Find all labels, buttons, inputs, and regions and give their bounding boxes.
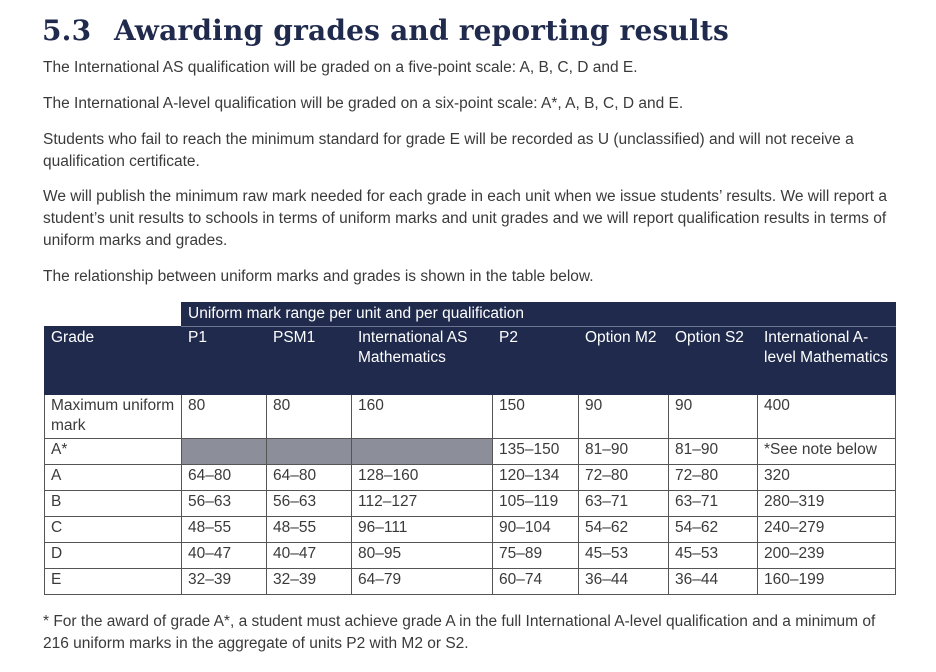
- table-cell: 160–199: [758, 569, 896, 595]
- table-cell: 40–47: [267, 543, 352, 569]
- table-span-header: Uniform mark range per unit and per qualification: [182, 303, 896, 327]
- table-cell: 36–44: [669, 569, 758, 595]
- paragraph-alevel-scale: The International A-level qualification will be graded on a six-point scale: A*, A, B, C, D and E.: [43, 95, 684, 112]
- col-header-psm1: PSM1: [267, 327, 352, 395]
- table-row-maximum: [45, 395, 896, 439]
- col-header-intl-alevel-maths: International A-level Mathematics: [758, 327, 896, 395]
- table-cell: B: [45, 491, 182, 517]
- table-cell: 90: [579, 395, 669, 439]
- paragraph-table-intro: The relationship between uniform marks and grades is shown in the table below.: [43, 268, 594, 285]
- col-header-option-m2: Option M2: [579, 327, 669, 395]
- paragraph-unclassified: Students who fail to reach the minimum standard for grade E will be recorded as U (unclassified) and will not receive a qualification certificate.: [43, 131, 854, 170]
- section-title: Awarding grades and reporting results: [114, 14, 729, 47]
- table-cell: 90: [669, 395, 758, 439]
- table-cell: 63–71: [579, 491, 669, 517]
- table-cell: 280–319: [758, 491, 896, 517]
- table-cell: 80: [182, 395, 267, 439]
- col-header-intl-as-maths: International AS Mathematics: [352, 327, 493, 395]
- table-cell-not-applicable: [352, 439, 493, 465]
- table-cell: 96–111: [352, 517, 493, 543]
- table-row-e: [45, 569, 896, 595]
- table-row-astar: [45, 439, 896, 465]
- table-cell: D: [45, 543, 182, 569]
- table-cell-not-applicable: [267, 439, 352, 465]
- table-cell: 45–53: [669, 543, 758, 569]
- table-corner: [45, 303, 182, 327]
- table-cell: 56–63: [182, 491, 267, 517]
- table-cell: 40–47: [182, 543, 267, 569]
- table-cell: 320: [758, 465, 896, 491]
- col-header-grade: Grade: [45, 327, 182, 395]
- section-number: 5.3: [42, 14, 92, 47]
- table-cell: 120–134: [493, 465, 579, 491]
- table-cell: 64–80: [182, 465, 267, 491]
- table-cell: 150: [493, 395, 579, 439]
- table-row-d: [45, 543, 896, 569]
- section-heading: [42, 14, 729, 47]
- table-cell: 81–90: [669, 439, 758, 465]
- table-row-b: [45, 491, 896, 517]
- table-cell: 75–89: [493, 543, 579, 569]
- table-cell: 64–80: [267, 465, 352, 491]
- table-cell: 112–127: [352, 491, 493, 517]
- table-cell: 400: [758, 395, 896, 439]
- col-header-p1: P1: [182, 327, 267, 395]
- table-cell: 90–104: [493, 517, 579, 543]
- table-cell: 32–39: [182, 569, 267, 595]
- table-cell: 128–160: [352, 465, 493, 491]
- table-cell: 48–55: [182, 517, 267, 543]
- table-cell: 48–55: [267, 517, 352, 543]
- table-row-a: [45, 465, 896, 491]
- table-cell: 54–62: [579, 517, 669, 543]
- table-cell: 64–79: [352, 569, 493, 595]
- table-cell: 45–53: [579, 543, 669, 569]
- table-cell: A*: [45, 439, 182, 465]
- col-header-p2: P2: [493, 327, 579, 395]
- table-cell: 54–62: [669, 517, 758, 543]
- table-cell: 81–90: [579, 439, 669, 465]
- table-cell: 56–63: [267, 491, 352, 517]
- grade-table: [44, 302, 896, 595]
- table-cell: 32–39: [267, 569, 352, 595]
- table-cell: Maximum uniform mark: [45, 395, 182, 439]
- table-cell: 80: [267, 395, 352, 439]
- table-cell: 36–44: [579, 569, 669, 595]
- col-header-option-s2: Option S2: [669, 327, 758, 395]
- table-cell-not-applicable: [182, 439, 267, 465]
- table-cell: E: [45, 569, 182, 595]
- table-cell: C: [45, 517, 182, 543]
- table-cell: 80–95: [352, 543, 493, 569]
- table-cell: 200–239: [758, 543, 896, 569]
- table-cell: A: [45, 465, 182, 491]
- table-cell: 240–279: [758, 517, 896, 543]
- table-row-c: [45, 517, 896, 543]
- table-cell: 160: [352, 395, 493, 439]
- table-cell: 63–71: [669, 491, 758, 517]
- footnote: * For the award of grade A*, a student must achieve grade A in the full International A-level qualification and a minimum of 216 uniform marks in the aggregate of units P2 with M2 or S2.: [43, 613, 876, 652]
- paragraph-as-scale: The International AS qualification will be graded on a five-point scale: A, B, C, D and E.: [43, 59, 638, 76]
- table-cell: 135–150: [493, 439, 579, 465]
- table-cell: *See note below: [758, 439, 896, 465]
- table-cell: 60–74: [493, 569, 579, 595]
- table-cell: 105–119: [493, 491, 579, 517]
- paragraph-publishing: We will publish the minimum raw mark needed for each grade in each unit when we issue students’ results. We will report a student’s unit results to schools in terms of uniform marks and unit grades and we will report qualification results in terms of uniform marks and grades.: [43, 188, 887, 249]
- table-cell: 72–80: [669, 465, 758, 491]
- table-cell: 72–80: [579, 465, 669, 491]
